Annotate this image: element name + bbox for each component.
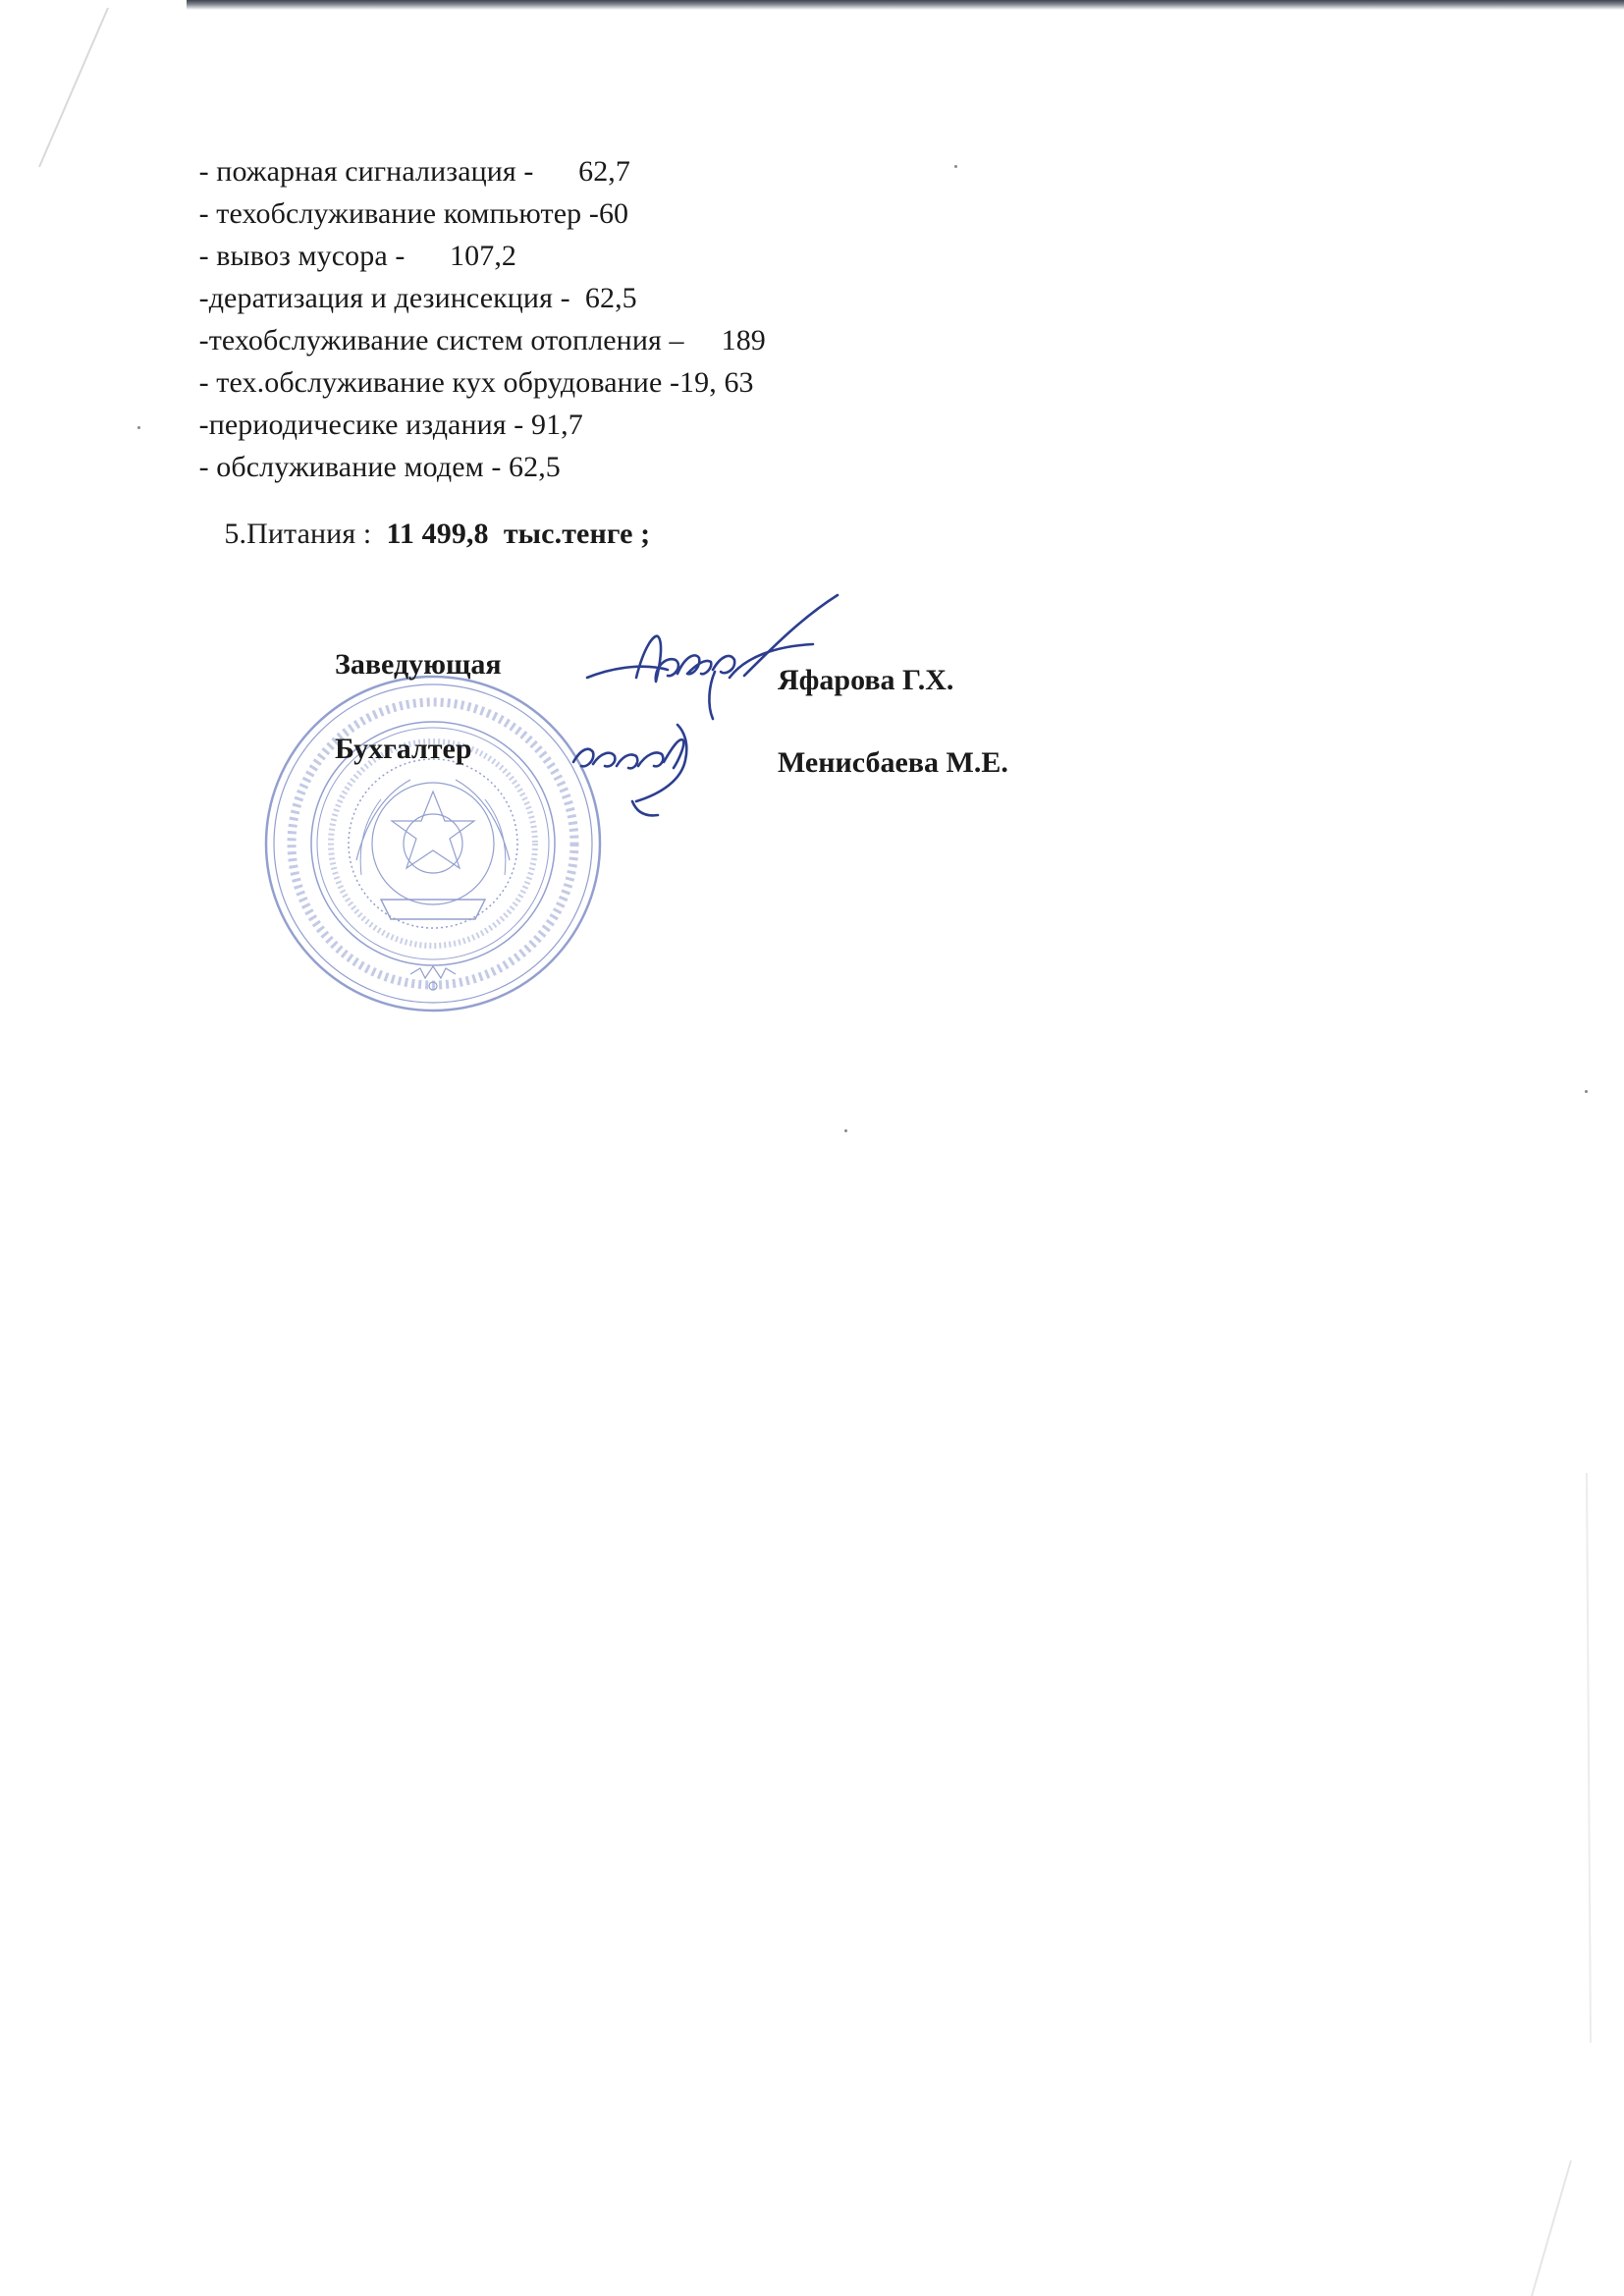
service-line: -периодичесике издания - 91,7: [191, 409, 583, 441]
service-line: - тех.обслуживание кух обрудование -19, 63: [191, 366, 754, 399]
service-line: - техобслуживание компьютер -60: [191, 197, 629, 230]
scan-speck: [137, 426, 140, 429]
scan-speck: [844, 1129, 847, 1132]
food-amount: 11 499,8 тыс.тенге ;: [386, 518, 651, 550]
official-seal: [263, 674, 603, 1013]
accountant-signature: [568, 717, 725, 825]
accountant-name: Менисбаева М.Е.: [778, 746, 1008, 779]
service-line: -дератизация и дезинсекция - 62,5: [191, 282, 637, 314]
food-line: [194, 484, 650, 584]
service-line: - пожарная сигнализация - 62,7: [191, 155, 631, 188]
scan-speck: [954, 165, 957, 168]
accountant-title: Бухгалтер: [335, 733, 472, 765]
service-line: - вывоз мусора - 107,2: [191, 240, 517, 272]
food-label: 5.Питания :: [224, 518, 387, 550]
service-line: - обслуживание модем - 62,5: [191, 451, 561, 483]
head-title: Заведующая: [335, 648, 502, 681]
scan-edge: [187, 0, 1624, 10]
scan-speck: [1585, 1090, 1588, 1093]
head-name: Яфарова Г.Х.: [778, 664, 954, 696]
service-line: -техобслуживание систем отопления – 189: [191, 324, 766, 356]
head-signature: [577, 587, 852, 735]
